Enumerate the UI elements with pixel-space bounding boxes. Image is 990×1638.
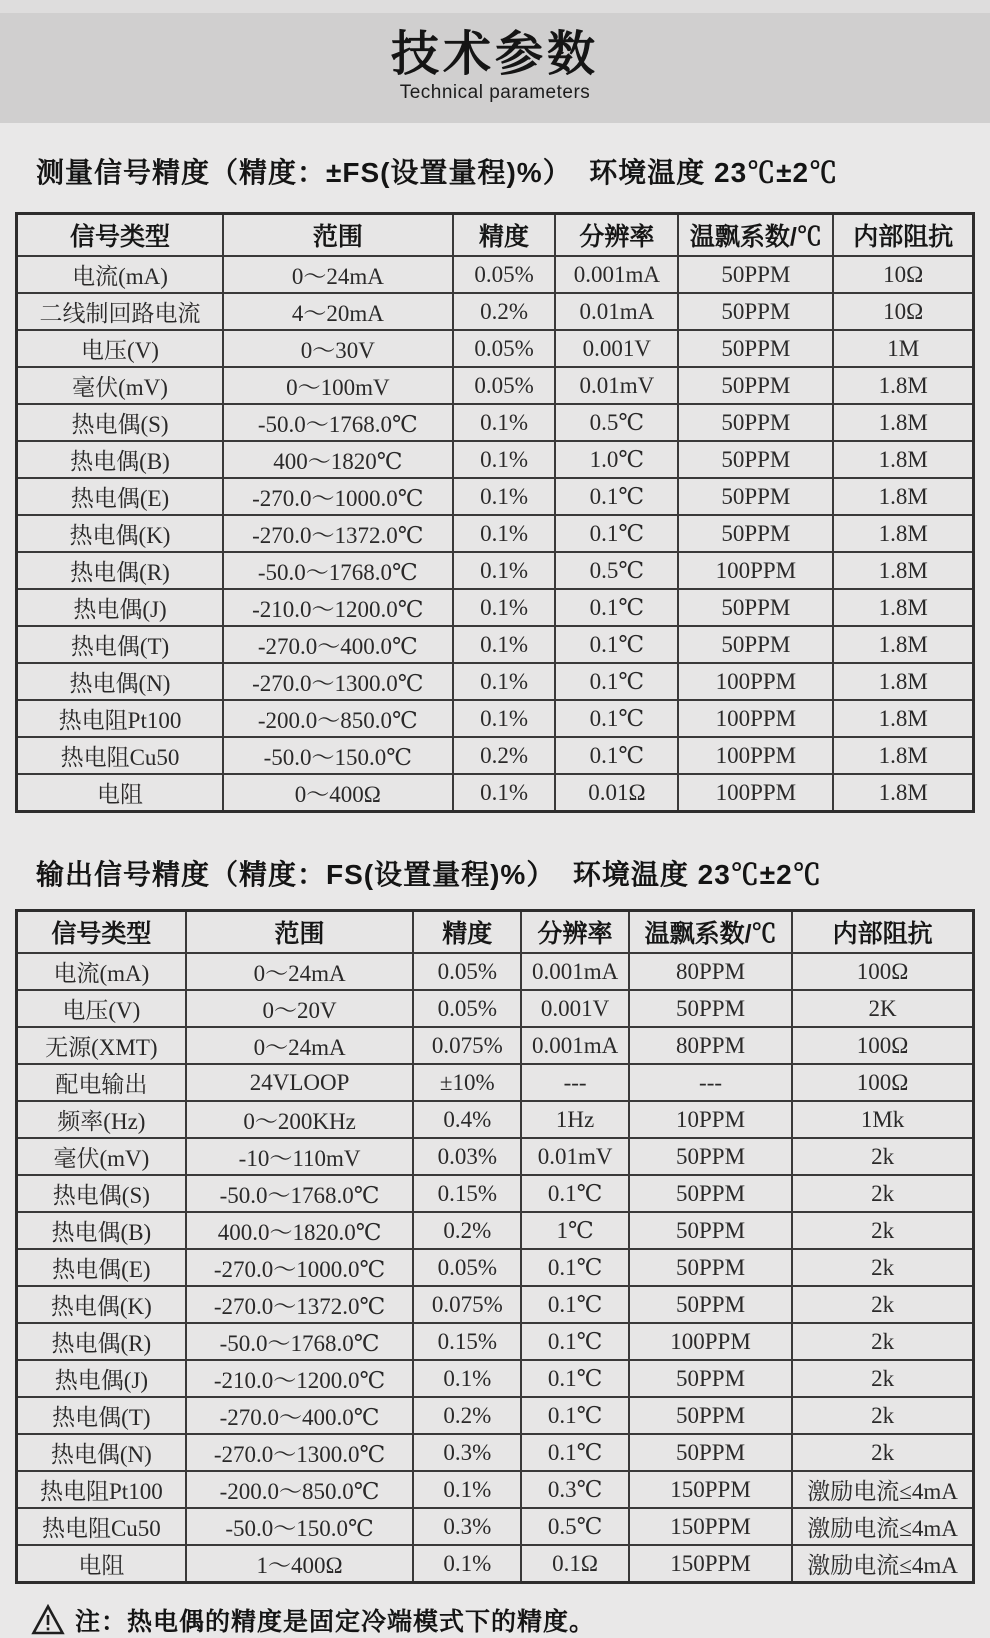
table-cell: 100PPM — [678, 737, 833, 774]
table-cell: 0～30V — [223, 330, 453, 367]
table-cell: 热电偶(S) — [17, 404, 224, 441]
table-cell: 0.05% — [413, 1249, 521, 1286]
table-cell: 0.4% — [413, 1101, 521, 1138]
table-cell: 0.1% — [453, 774, 556, 812]
table-cell: 0.2% — [453, 737, 556, 774]
table-cell: 0.1℃ — [555, 737, 678, 774]
table-cell: 50PPM — [678, 293, 833, 330]
table-row — [17, 1545, 974, 1583]
table-cell: 50PPM — [678, 441, 833, 478]
table-cell: 1.8M — [833, 441, 973, 478]
table-cell: -50.0～1768.0℃ — [186, 1323, 414, 1360]
table-cell: 2K — [792, 990, 973, 1027]
table-cell: 0.1% — [453, 404, 556, 441]
table-row — [17, 700, 974, 737]
column-header: 信号类型 — [17, 214, 224, 257]
table-cell: 热电偶(B) — [17, 441, 224, 478]
table-cell: -270.0～1372.0℃ — [186, 1286, 414, 1323]
table-cell: 热电偶(R) — [17, 1323, 186, 1360]
table-cell: 0.05% — [453, 367, 556, 404]
table-cell: 0.1℃ — [555, 589, 678, 626]
table-cell: 0.05% — [453, 256, 556, 293]
table-cell: --- — [629, 1064, 792, 1101]
table-cell: 10Ω — [833, 256, 973, 293]
table-cell: 0.1% — [453, 626, 556, 663]
table-cell: 0.1℃ — [521, 1249, 629, 1286]
table-row — [17, 1101, 974, 1138]
section-heading-measure-accuracy: 测量信号精度（精度：±FS(设置量程)%） 环境温度 23℃±2℃ — [36, 157, 839, 188]
table-cell: 1.8M — [833, 626, 973, 663]
measure-accuracy-table — [15, 212, 975, 813]
page-title: 技术参数 — [390, 28, 599, 81]
table-cell: 0.3% — [413, 1434, 521, 1471]
table-cell: 50PPM — [678, 626, 833, 663]
table-row — [17, 256, 974, 293]
table-row — [17, 663, 974, 700]
column-header: 分辨率 — [555, 214, 678, 257]
table-cell: 0.001mA — [521, 1027, 629, 1064]
table-cell: 0.075% — [413, 1286, 521, 1323]
top-strip — [0, 0, 990, 13]
table-cell: 热电偶(E) — [17, 1249, 186, 1286]
table-cell: 热电阻Cu50 — [17, 1508, 186, 1545]
table-cell: 0.1℃ — [555, 515, 678, 552]
table-cell: 1M — [833, 330, 973, 367]
table-cell: 0～24mA — [186, 953, 414, 990]
table-cell: 50PPM — [629, 1397, 792, 1434]
table-cell: 0.1Ω — [521, 1545, 629, 1583]
table-row — [17, 293, 974, 330]
table-row — [17, 774, 974, 812]
table-cell: 0～24mA — [223, 256, 453, 293]
table-cell: 0.3% — [413, 1508, 521, 1545]
table-cell: 1Mk — [792, 1101, 973, 1138]
table-cell: 0.1% — [453, 589, 556, 626]
table-cell: 毫伏(mV) — [17, 1138, 186, 1175]
table-cell: 无源(XMT) — [17, 1027, 186, 1064]
table-cell: 热电偶(R) — [17, 552, 224, 589]
table-cell: 0.5℃ — [555, 404, 678, 441]
table-cell: 1.8M — [833, 552, 973, 589]
table-cell: 0.1% — [413, 1545, 521, 1583]
table-cell: 2k — [792, 1249, 973, 1286]
table-cell: 0.1℃ — [521, 1360, 629, 1397]
table-cell: 电流(mA) — [17, 953, 186, 990]
table-cell: 0.1℃ — [555, 478, 678, 515]
title-band — [0, 13, 990, 123]
table-cell: 热电偶(N) — [17, 1434, 186, 1471]
table-row — [17, 404, 974, 441]
table-cell: -270.0～1000.0℃ — [223, 478, 453, 515]
table-cell: -50.0～150.0℃ — [186, 1508, 414, 1545]
table-cell: 0.01mV — [555, 367, 678, 404]
table-row — [17, 1323, 974, 1360]
table-cell: 1.8M — [833, 515, 973, 552]
table-cell: -200.0～850.0℃ — [186, 1471, 414, 1508]
table-cell: 10PPM — [629, 1101, 792, 1138]
table-cell: 100PPM — [678, 774, 833, 812]
table-cell: 0.1℃ — [521, 1175, 629, 1212]
table-cell: 热电阻Cu50 — [17, 737, 224, 774]
table-cell: 0.1℃ — [521, 1323, 629, 1360]
column-header: 内部阻抗 — [833, 214, 973, 257]
table-cell: -270.0～1372.0℃ — [223, 515, 453, 552]
table-row — [17, 1471, 974, 1508]
column-header: 信号类型 — [17, 911, 186, 954]
table-header-row — [17, 911, 974, 954]
table-cell: 激励电流≤4mA — [792, 1545, 973, 1583]
table-row — [17, 1175, 974, 1212]
table-cell: 100Ω — [792, 1064, 973, 1101]
table-cell: -10～110mV — [186, 1138, 414, 1175]
table-cell: 1.0℃ — [555, 441, 678, 478]
table-cell: -210.0～1200.0℃ — [186, 1360, 414, 1397]
table-cell: 0.05% — [413, 953, 521, 990]
table-row — [17, 1360, 974, 1397]
warning-triangle-icon — [31, 1604, 65, 1636]
table-cell: 0.1℃ — [521, 1286, 629, 1323]
table-cell: 50PPM — [678, 367, 833, 404]
table-cell: 0.2% — [413, 1397, 521, 1434]
table-cell: 0.001V — [555, 330, 678, 367]
table-cell: 0～200KHz — [186, 1101, 414, 1138]
table-cell: 0.1% — [453, 441, 556, 478]
content-area — [0, 151, 990, 1638]
table-cell: 热电偶(B) — [17, 1212, 186, 1249]
table-cell: -270.0～400.0℃ — [186, 1397, 414, 1434]
table-cell: 2k — [792, 1323, 973, 1360]
table-cell: 50PPM — [678, 256, 833, 293]
page-subtitle: Technical parameters — [399, 82, 591, 103]
table-row — [17, 1212, 974, 1249]
section-heading-output-accuracy: 输出信号精度（精度：FS(设置量程)%） 环境温度 23℃±2℃ — [36, 859, 822, 890]
table-cell: 50PPM — [629, 1434, 792, 1471]
table-cell: 热电偶(J) — [17, 1360, 186, 1397]
table-cell: 80PPM — [629, 1027, 792, 1064]
table-cell: 50PPM — [629, 1286, 792, 1323]
table-row — [17, 953, 974, 990]
table-cell: 400～1820℃ — [223, 441, 453, 478]
table-cell: 0.01Ω — [555, 774, 678, 812]
table-cell: 0.15% — [413, 1175, 521, 1212]
table-cell: 配电输出 — [17, 1064, 186, 1101]
table-cell: 400.0～1820.0℃ — [186, 1212, 414, 1249]
footnote-text: 注：热电偶的精度是固定冷端模式下的精度。 — [75, 1608, 596, 1636]
table-cell: 0.03% — [413, 1138, 521, 1175]
table-header-row — [17, 214, 974, 257]
table-cell: 0.001mA — [555, 256, 678, 293]
table-cell: 0.1% — [453, 515, 556, 552]
table-cell: 0.01mA — [555, 293, 678, 330]
table-cell: 2k — [792, 1397, 973, 1434]
table-cell: 50PPM — [629, 1175, 792, 1212]
table-row — [17, 626, 974, 663]
table-row — [17, 1138, 974, 1175]
table-cell: 50PPM — [678, 589, 833, 626]
table-cell: 2k — [792, 1286, 973, 1323]
table-cell: 1.8M — [833, 478, 973, 515]
table-cell: 100Ω — [792, 1027, 973, 1064]
table-cell: 0～20V — [186, 990, 414, 1027]
table-cell: 0.001V — [521, 990, 629, 1027]
table-cell: 二线制回路电流 — [17, 293, 224, 330]
table-cell: 热电偶(K) — [17, 1286, 186, 1323]
output-accuracy-table — [15, 909, 975, 1584]
table-cell: 2k — [792, 1360, 973, 1397]
table-cell: 1.8M — [833, 589, 973, 626]
table-cell: 0.05% — [453, 330, 556, 367]
table-cell: 0.1% — [453, 663, 556, 700]
table-row — [17, 1286, 974, 1323]
table-cell: 50PPM — [629, 990, 792, 1027]
column-header: 内部阻抗 — [792, 911, 973, 954]
table-cell: 50PPM — [629, 1360, 792, 1397]
table-cell: 1.8M — [833, 774, 973, 812]
table-cell: 热电偶(E) — [17, 478, 224, 515]
table-cell: 100PPM — [678, 663, 833, 700]
table-cell: 1Hz — [521, 1101, 629, 1138]
table-cell: 50PPM — [678, 330, 833, 367]
column-header: 精度 — [453, 214, 556, 257]
table-cell: 0.3℃ — [521, 1471, 629, 1508]
table-cell: -50.0～1768.0℃ — [223, 552, 453, 589]
table-cell: 热电阻Pt100 — [17, 1471, 186, 1508]
table-cell: 2k — [792, 1212, 973, 1249]
table-cell: 2k — [792, 1434, 973, 1471]
table-cell: 0.2% — [413, 1212, 521, 1249]
table-row — [17, 330, 974, 367]
table-cell: 0.1℃ — [521, 1397, 629, 1434]
table-cell: 0.1% — [453, 552, 556, 589]
table-row — [17, 515, 974, 552]
table-cell: 0.1℃ — [521, 1434, 629, 1471]
table-cell: 0～24mA — [186, 1027, 414, 1064]
table-cell: 50PPM — [678, 515, 833, 552]
table-cell: 热电阻Pt100 — [17, 700, 224, 737]
table-cell: 80PPM — [629, 953, 792, 990]
table-cell: 0.15% — [413, 1323, 521, 1360]
table-cell: 100PPM — [678, 700, 833, 737]
table-cell: 0.1℃ — [555, 663, 678, 700]
table-cell: 毫伏(mV) — [17, 367, 224, 404]
table-cell: 150PPM — [629, 1471, 792, 1508]
table-cell: 0.1℃ — [555, 700, 678, 737]
table-cell: 24VLOOP — [186, 1064, 414, 1101]
table-cell: 0.1% — [413, 1471, 521, 1508]
table-cell: 100PPM — [678, 552, 833, 589]
table-row — [17, 1064, 974, 1101]
table-cell: -210.0～1200.0℃ — [223, 589, 453, 626]
table-cell: 热电偶(N) — [17, 663, 224, 700]
table-cell: -270.0～1000.0℃ — [186, 1249, 414, 1286]
table-row — [17, 589, 974, 626]
table-cell: 1～400Ω — [186, 1545, 414, 1583]
table-cell: 100PPM — [629, 1323, 792, 1360]
table-cell: 热电偶(K) — [17, 515, 224, 552]
table-cell: -50.0～1768.0℃ — [186, 1175, 414, 1212]
table-cell: 电压(V) — [17, 990, 186, 1027]
table-cell: 0.05% — [413, 990, 521, 1027]
table-cell: 50PPM — [629, 1249, 792, 1286]
table-cell: 1.8M — [833, 367, 973, 404]
table-cell: 2k — [792, 1175, 973, 1212]
footnote — [31, 1602, 975, 1638]
table-cell: 150PPM — [629, 1508, 792, 1545]
table-cell: 0.1% — [453, 700, 556, 737]
table-cell: 0.2% — [453, 293, 556, 330]
table-cell: 0.5℃ — [555, 552, 678, 589]
table-cell: 50PPM — [629, 1212, 792, 1249]
table-row — [17, 1434, 974, 1471]
table-cell: 0.1℃ — [555, 626, 678, 663]
table-cell: 0.001mA — [521, 953, 629, 990]
table-cell: 热电偶(T) — [17, 626, 224, 663]
column-header: 温飘系数/℃ — [678, 214, 833, 257]
table-row — [17, 1027, 974, 1064]
table-row — [17, 367, 974, 404]
table-row — [17, 478, 974, 515]
table-cell: 0.1% — [413, 1360, 521, 1397]
table-row — [17, 1508, 974, 1545]
table-cell: 激励电流≤4mA — [792, 1471, 973, 1508]
table-cell: -50.0～1768.0℃ — [223, 404, 453, 441]
column-header: 范围 — [223, 214, 453, 257]
table-cell: ±10% — [413, 1064, 521, 1101]
table-cell: 热电偶(S) — [17, 1175, 186, 1212]
table-cell: 1.8M — [833, 700, 973, 737]
table-cell: 0～400Ω — [223, 774, 453, 812]
table-row — [17, 1249, 974, 1286]
table-cell: 100Ω — [792, 953, 973, 990]
table-cell: 0～100mV — [223, 367, 453, 404]
table-cell: 50PPM — [629, 1138, 792, 1175]
table-cell: 0.01mV — [521, 1138, 629, 1175]
table-cell: 150PPM — [629, 1545, 792, 1583]
table-cell: --- — [521, 1064, 629, 1101]
table-row — [17, 737, 974, 774]
table-cell: 电流(mA) — [17, 256, 224, 293]
table-cell: 4～20mA — [223, 293, 453, 330]
table-cell: 电阻 — [17, 1545, 186, 1583]
table-cell: 0.5℃ — [521, 1508, 629, 1545]
table-cell: 1℃ — [521, 1212, 629, 1249]
table-cell: -270.0～400.0℃ — [223, 626, 453, 663]
table-cell: -270.0～1300.0℃ — [223, 663, 453, 700]
table-cell: 50PPM — [678, 404, 833, 441]
table-row — [17, 552, 974, 589]
table-row — [17, 441, 974, 478]
column-header: 分辨率 — [521, 911, 629, 954]
table-cell: -270.0～1300.0℃ — [186, 1434, 414, 1471]
column-header: 范围 — [186, 911, 414, 954]
table-cell: 10Ω — [833, 293, 973, 330]
table-cell: 热电偶(J) — [17, 589, 224, 626]
table-cell: 1.8M — [833, 404, 973, 441]
table-cell: 0.1% — [453, 478, 556, 515]
table-cell: 激励电流≤4mA — [792, 1508, 973, 1545]
table-cell: -50.0～150.0℃ — [223, 737, 453, 774]
table-row — [17, 990, 974, 1027]
column-header: 温飘系数/℃ — [629, 911, 792, 954]
table-cell: 0.075% — [413, 1027, 521, 1064]
table-cell: -200.0～850.0℃ — [223, 700, 453, 737]
table-cell: 50PPM — [678, 478, 833, 515]
column-header: 精度 — [413, 911, 521, 954]
table-row — [17, 1397, 974, 1434]
table-cell: 热电偶(T) — [17, 1397, 186, 1434]
table-cell: 1.8M — [833, 737, 973, 774]
table-cell: 电阻 — [17, 774, 224, 812]
table-cell: 1.8M — [833, 663, 973, 700]
table-cell: 频率(Hz) — [17, 1101, 186, 1138]
table-cell: 电压(V) — [17, 330, 224, 367]
table-cell: 2k — [792, 1138, 973, 1175]
